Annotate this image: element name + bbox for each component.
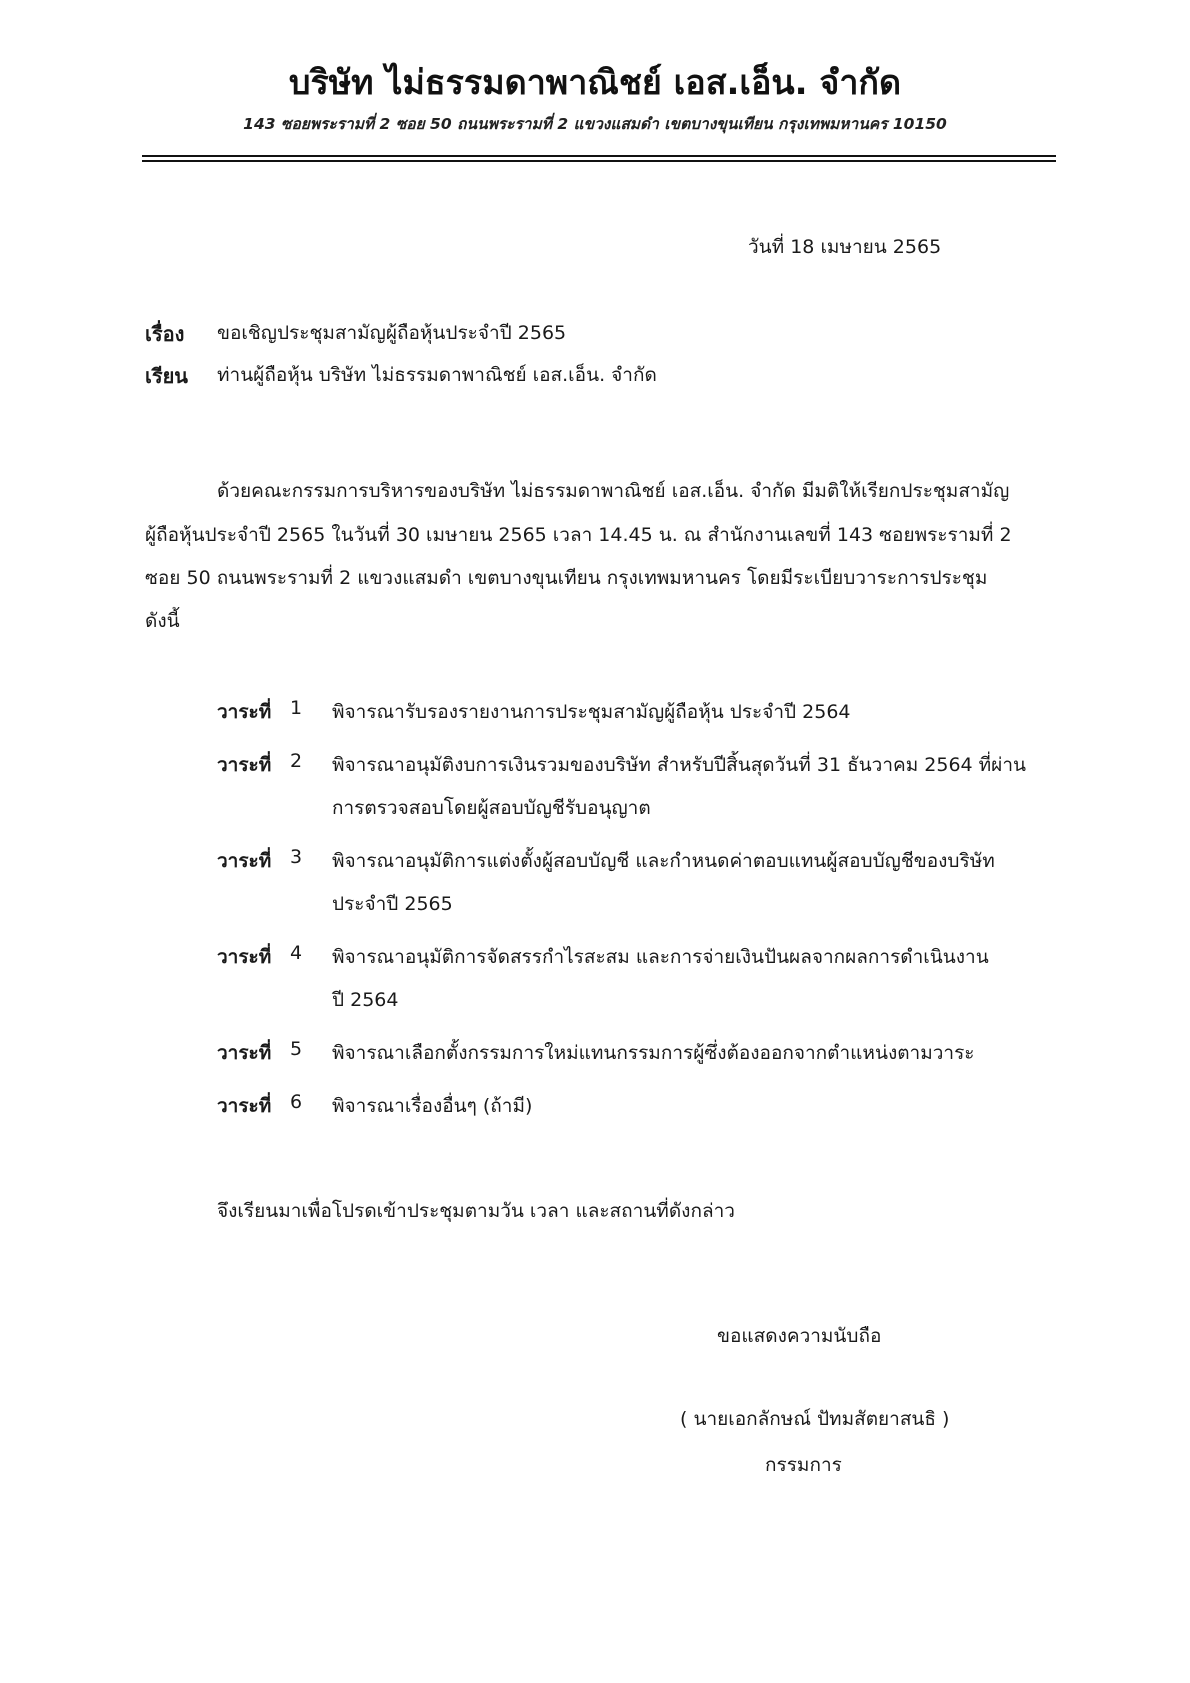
agenda-item-text-continued: การตรวจสอบโดยผู้สอบบัญชีรับอนุญาต xyxy=(332,797,651,819)
agenda-item-label: วาระที่ xyxy=(217,1095,272,1117)
agenda-item-label: วาระที่ xyxy=(217,701,272,723)
subject-text: ขอเชิญประชุมสามัญผู้ถือหุ้นประจำปี 2565 xyxy=(217,322,567,344)
body-line: ผู้ถือหุ้นประจำปี 2565 ในวันที่ 30 เมษายน 2565 เวลา 14.45 น. ณ สำนักงานเลขที่ 143 ซอยพระรามที่ 2 xyxy=(145,524,1012,546)
subject-label: เรื่อง xyxy=(145,322,185,346)
recipient-text: ท่านผู้ถือหุ้น บริษัท ไม่ธรรมดาพาณิชย์ เอส.เอ็น. จำกัด xyxy=(217,364,657,386)
agenda-item-text: พิจารณารับรองรายงานการประชุมสามัญผู้ถือหุ้น ประจำปี 2564 xyxy=(332,701,851,723)
agenda-item-label: วาระที่ xyxy=(217,1042,272,1064)
agenda-item-text: พิจารณาเลือกตั้งกรรมการใหม่แทนกรรมการผู้ซึ่งต้องออกจากตำแหน่งตามวาระ xyxy=(332,1042,975,1064)
agenda-item-text: พิจารณาอนุมัติงบการเงินรวมของบริษัท สำหรับปีสิ้นสุดวันที่ 31 ธันวาคม 2564 ที่ผ่าน xyxy=(332,754,1026,776)
agenda-item-label: วาระที่ xyxy=(217,754,272,776)
signoff: ขอแสดงความนับถือ xyxy=(717,1325,882,1347)
body-line: ซอย 50 ถนนพระรามที่ 2 แขวงแสมดำ เขตบางขุนเทียน กรุงเทพมหานคร โดยมีระเบียบวาระการประชุม xyxy=(145,567,988,589)
company-address: 143 ซอยพระรามที่ 2 ซอย 50 ถนนพระรามที่ 2 แขวงแสมดำ เขตบางขุนเทียน กรุงเทพมหานคร 10150 xyxy=(243,115,947,133)
letter-date: วันที่ 18 เมษายน 2565 xyxy=(748,236,942,258)
agenda-item-number: 6 xyxy=(290,1091,303,1113)
agenda-item-text-continued: ประจำปี 2565 xyxy=(332,893,453,915)
agenda-item-text: พิจารณาอนุมัติการแต่งตั้งผู้สอบบัญชี และกำหนดค่าตอบแทนผู้สอบบัญชีของบริษัท xyxy=(332,850,995,872)
recipient-label: เรียน xyxy=(145,364,188,388)
body-line: ดังนี้ xyxy=(145,610,180,632)
signatory-title: กรรมการ xyxy=(765,1454,842,1476)
agenda-item-text: พิจารณาเรื่องอื่นๆ (ถ้ามี) xyxy=(332,1095,533,1117)
agenda-item-number: 5 xyxy=(290,1038,303,1060)
agenda-item-text: พิจารณาอนุมัติการจัดสรรกำไรสะสม และการจ่ายเงินปันผลจากผลการดำเนินงาน xyxy=(332,946,989,968)
agenda-item-text-continued: ปี 2564 xyxy=(332,989,399,1011)
agenda-item-number: 4 xyxy=(290,942,303,964)
header-divider-top xyxy=(142,155,1056,157)
agenda-item-number: 3 xyxy=(290,846,303,868)
body-line: ด้วยคณะกรรมการบริหารของบริษัท ไม่ธรรมดาพาณิชย์ เอส.เอ็น. จำกัด มีมติให้เรียกประชุมสามัญ xyxy=(217,480,1010,502)
header-divider-bottom xyxy=(142,160,1056,162)
agenda-item-number: 2 xyxy=(290,750,303,772)
signatory-name: ( นายเอกลักษณ์ ปัทมสัตยาสนธิ ) xyxy=(680,1408,950,1430)
closing-sentence: จึงเรียนมาเพื่อโปรดเข้าประชุมตามวัน เวลา และสถานที่ดังกล่าว xyxy=(217,1200,735,1222)
company-name: บริษัท ไม่ธรรมดาพาณิชย์ เอส.เอ็น. จำกัด xyxy=(288,63,902,103)
agenda-item-label: วาระที่ xyxy=(217,946,272,968)
agenda-item-number: 1 xyxy=(290,697,303,719)
agenda-item-label: วาระที่ xyxy=(217,850,272,872)
